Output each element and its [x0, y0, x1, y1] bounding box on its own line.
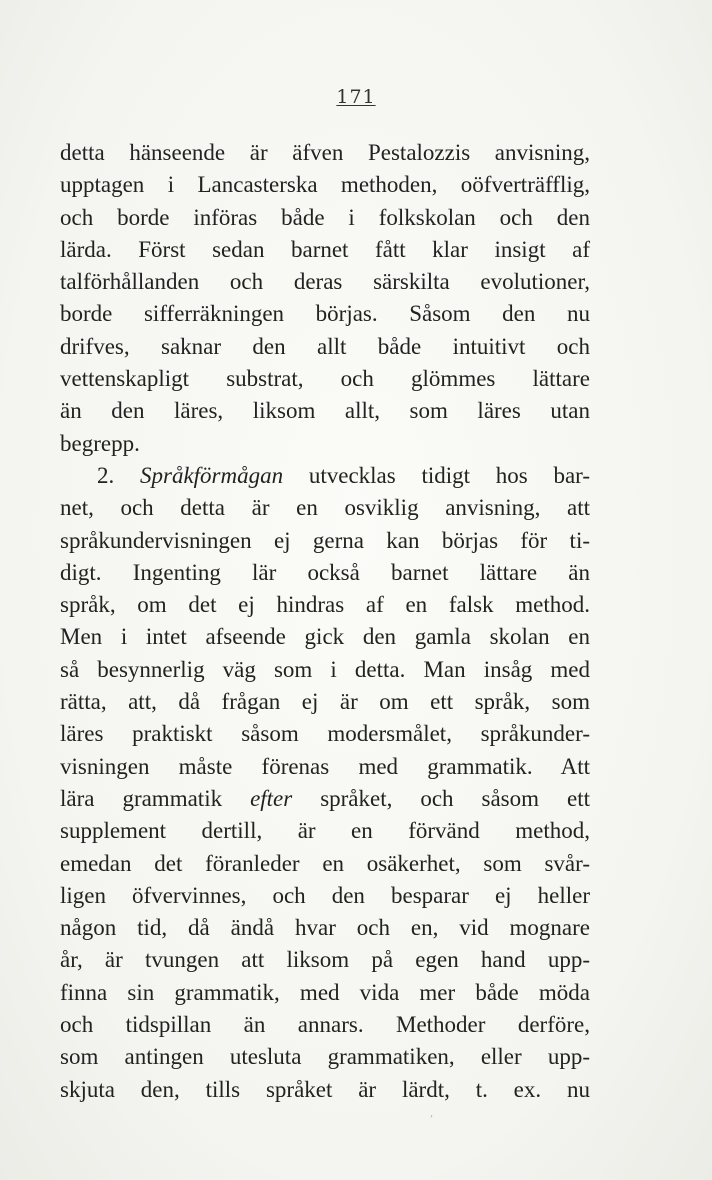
- italic-term: Språkförmågan: [140, 462, 284, 488]
- text-line: rätta, att, då frågan ej är om ett språk, som: [60, 689, 590, 715]
- stray-print-mark: ‚: [430, 1108, 434, 1119]
- text-line-section-2: [60, 460, 590, 492]
- text-line: net, och detta är en osviklig anvisning, att: [60, 495, 590, 521]
- text-line: finna sin grammatik, med vida mer både möda: [60, 979, 590, 1005]
- text-line: som antingen utesluta grammatiken, eller upp-: [60, 1044, 590, 1070]
- text-line: så besynnerlig väg som i detta. Man insåg med: [60, 656, 590, 682]
- text-line: språkundervisningen ej gerna kan börjas för ti-: [60, 527, 590, 553]
- text-line: borde sifferräkningen börjas. Såsom den nu: [60, 301, 590, 327]
- text-line: talförhållanden och deras särskilta evolutioner,: [60, 269, 590, 295]
- text-line: begrepp.: [60, 430, 140, 456]
- text-line: någon tid, då ändå hvar och en, vid mognare: [60, 915, 590, 941]
- text-line: än den läres, liksom allt, som läres utan: [60, 398, 590, 424]
- text-line: supplement dertill, är en förvänd method,: [60, 818, 590, 844]
- line-rest: språket, och såsom ett: [292, 785, 590, 811]
- text-line: ligen öfvervinnes, och den besparar ej heller: [60, 882, 590, 908]
- text-line: Men i intet afseende gick den gamla skolan en: [60, 624, 590, 650]
- body-text: [60, 137, 590, 1106]
- text-line: upptagen i Lancasterska methoden, oöfverträfflig,: [60, 172, 590, 198]
- italic-word: efter: [250, 785, 293, 811]
- text-line: visningen måste förenas med grammatik. Att: [60, 753, 590, 779]
- text-line-italic: [60, 783, 590, 815]
- page-number: 171: [336, 86, 376, 108]
- text-line: och borde införas både i folkskolan och den: [60, 204, 590, 230]
- text-line: år, är tvungen att liksom på egen hand upp-: [60, 947, 590, 973]
- line-start: lära grammatik: [60, 785, 251, 811]
- line-rest: utvecklas tidigt hos bar-: [283, 462, 591, 488]
- text-line: lärda. Först sedan barnet fått klar insigt af: [60, 236, 590, 262]
- text-line: och tidspillan än annars. Methoder derföre,: [60, 1012, 590, 1038]
- text-line: skjuta den, tills språket är lärdt, t. ex. nu: [60, 1076, 590, 1102]
- text-line: drifves, saknar den allt både intuitivt och: [60, 333, 590, 359]
- text-line: digt. Ingenting lär också barnet lättare än: [60, 559, 590, 585]
- text-line: emedan det föranleder en osäkerhet, som svår-: [60, 850, 590, 876]
- text-line: vettenskapligt substrat, och glömmes lättare: [60, 366, 590, 392]
- text-line: läres praktiskt såsom modersmålet, språkunder-: [60, 721, 590, 747]
- text-line: språk, om det ej hindras af en falsk method.: [60, 592, 590, 618]
- text-line: detta hänseende är äfven Pestalozzis anvisning,: [60, 140, 590, 165]
- section-number: 2.: [97, 462, 140, 488]
